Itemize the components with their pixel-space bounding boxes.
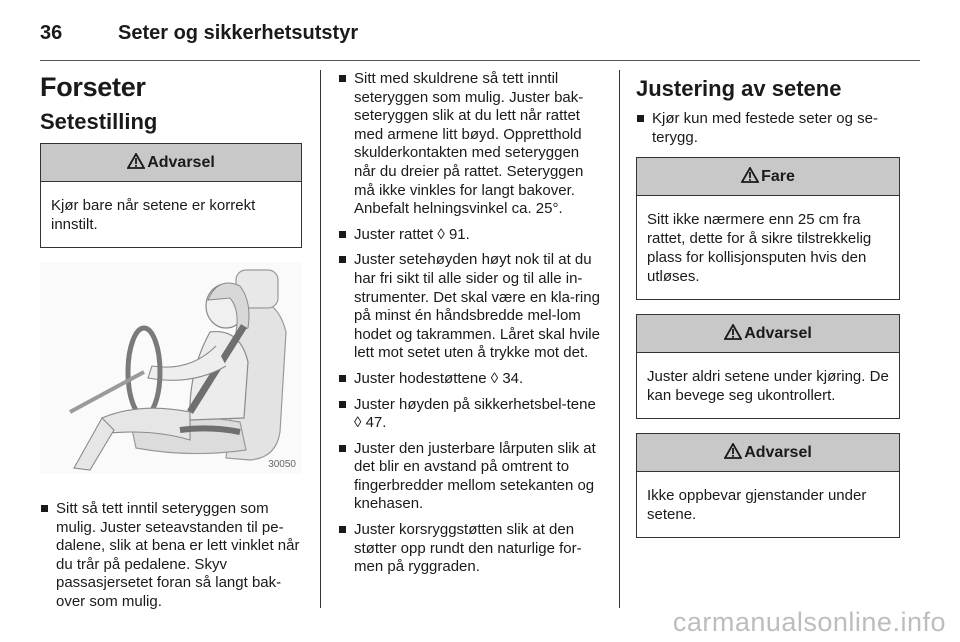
list-item: Juster høyden på sikkerhetsbel-tene ◊ 47.	[338, 396, 604, 433]
column-2	[338, 70, 604, 584]
column-divider-2	[619, 70, 620, 608]
warning-triangle-icon	[741, 167, 759, 183]
warning-box-title: Advarsel	[744, 325, 812, 343]
warning-box-header	[41, 144, 301, 182]
warning-box-text: Juster aldri setene under kjøring. De kan bevege seg ukontrollert.	[647, 368, 889, 405]
page-title: Seter og sikkerhetsutstyr	[118, 22, 359, 44]
list-item: Sitt med skuldrene så tett inntil seteryggen som mulig. Juster bak-seteryggen slik at du lett når rattet med armene litt bøyd. Oppretthold skulderkontakten med seteryggen når du dreier på rattet. Seteryggen må ikke vinkles for langt bakover. Anbefalt helningsvinkel ca. 25°.	[338, 70, 604, 219]
watermark: carmanualsonline.info	[672, 607, 946, 637]
warning-box-header	[637, 315, 899, 353]
section-heading: Justering av setene	[636, 76, 842, 101]
figure-number: 30050	[268, 459, 296, 470]
section-heading: Forseter	[40, 72, 146, 102]
danger-box-header	[637, 158, 899, 196]
warning-box	[636, 433, 900, 538]
instruction-list	[338, 70, 604, 577]
list-item: Sitt så tett inntil seteryggen som mulig. Juster seteavstanden til pe-dalene, slik at bena er lett vinklet når du trår på pedalene. Skyv passasjersetet foran så langt bak-over som mulig.	[40, 500, 302, 612]
danger-box	[636, 157, 900, 300]
list-item: Juster rattet ◊ 91.	[338, 226, 604, 245]
list-item: Juster den justerbare lårputen slik at det blir en avstand på omtrent to fingerbredder mellom setekanten og knehasen.	[338, 440, 604, 514]
header-rule	[40, 60, 920, 61]
page-number: 36	[40, 22, 63, 44]
list-item: Juster setehøyden høyt nok til at du har fri sikt til alle sider og til alle in-strumenter. Det skal være en kla-ring på minst én håndsbredde mel-lom hodet og takrammen. Låret skal hvile lett mot setet uten å trykke mot det.	[338, 251, 604, 363]
list-item: Juster hodestøttene ◊ 34.	[338, 370, 604, 389]
danger-box-title: Fare	[761, 168, 795, 186]
warning-box-text: Kjør bare når setene er korrekt innstilt.	[51, 197, 256, 233]
warning-triangle-icon	[127, 153, 145, 169]
warning-box-title: Advarsel	[744, 444, 812, 462]
column-1	[40, 70, 302, 619]
instruction-list	[40, 500, 302, 612]
column-divider-1	[320, 70, 321, 608]
warning-triangle-icon	[724, 324, 742, 340]
driver-seat-figure-icon	[40, 262, 302, 474]
subsection-heading: Setestilling	[40, 109, 158, 134]
warning-box	[636, 314, 900, 419]
warning-box-title: Advarsel	[147, 154, 215, 171]
list-item: Kjør kun med festede seter og se-terygg.	[636, 110, 900, 147]
seat-position-illustration	[40, 262, 302, 474]
page-header	[40, 16, 920, 56]
warning-triangle-icon	[724, 443, 742, 459]
warning-box-text: Ikke oppbevar gjenstander under setene.	[647, 487, 867, 524]
warning-box-header	[637, 434, 899, 472]
instruction-list	[636, 110, 900, 147]
warning-box	[40, 143, 302, 248]
column-3	[636, 70, 900, 552]
list-item: Juster korsryggstøtten slik at den støtter opp rundt den naturlige for-men på ryggraden.	[338, 521, 604, 577]
danger-box-text: Sitt ikke nærmere enn 25 cm fra rattet, dette for å sikre tilstrekkelig plass for kollisjonsputen hvis den utløses.	[647, 211, 872, 286]
